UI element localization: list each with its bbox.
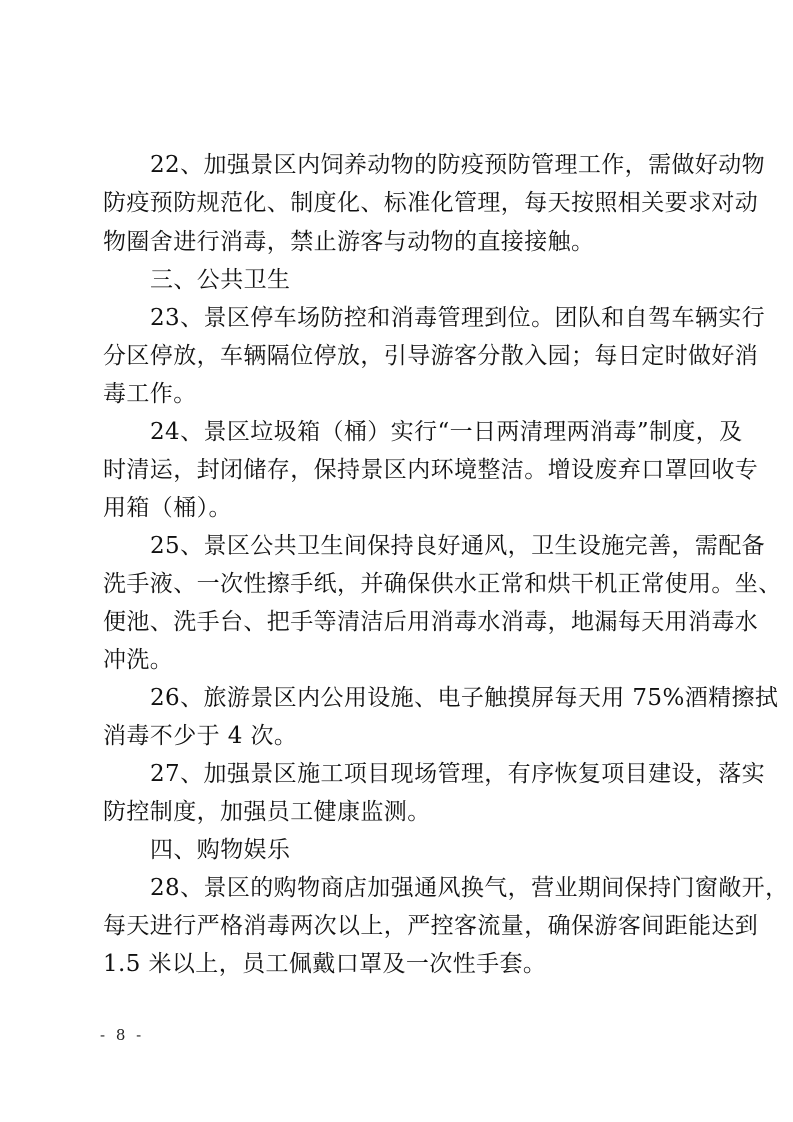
paragraph-25-line-2: 洗手液、一次性擦手纸，并确保供水正常和烘干机正常使用。坐、 [103, 571, 782, 597]
paragraph-28-line-2: 每天进行严格消毒两次以上，严控客流量，确保游客间距能达到 [103, 913, 759, 939]
paragraph-27-line-2: 防控制度，加强员工健康监测。 [103, 799, 431, 825]
page-number: - 8 - [100, 1026, 145, 1044]
paragraph-22-line-3: 物圈舍进行消毒，禁止游客与动物的直接接触。 [103, 229, 595, 255]
paragraph-23-line-2: 分区停放，车辆隔位停放，引导游客分散入园；每日定时做好消 [103, 343, 759, 369]
paragraph-28-line-1: 28、景区的购物商店加强通风换气，营业期间保持门窗敞开， [150, 875, 789, 901]
paragraph-24-line-1: 24、景区垃圾箱（桶）实行“一日两清理两消毒”制度，及 [150, 419, 743, 445]
paragraph-26-line-2: 消毒不少于 4 次。 [103, 723, 298, 749]
paragraph-27-line-1: 27、加强景区施工项目现场管理，有序恢复项目建设，落实 [150, 761, 766, 787]
paragraph-24-line-3: 用箱（桶）。 [103, 495, 232, 521]
paragraph-26-line-1: 26、旅游景区内公用设施、电子触摸屏每天用 75%酒精擦拭 [150, 685, 779, 711]
paragraph-23-line-1: 23、景区停车场防控和消毒管理到位。团队和自驾车辆实行 [150, 305, 766, 331]
paragraph-25-line-3: 便池、洗手台、把手等清洁后用消毒水消毒，地漏每天用消毒水 [103, 609, 759, 635]
paragraph-22-line-2: 防疫预防规范化、制度化、标准化管理，每天按照相关要求对动 [103, 190, 759, 216]
section-heading-shopping-entertainment: 四、购物娱乐 [150, 837, 291, 863]
paragraph-24-line-2: 时清运，封闭储存，保持景区内环境整洁。增设废弃口罩回收专 [103, 457, 759, 483]
paragraph-23-line-3: 毒工作。 [103, 381, 197, 407]
paragraph-28-line-3: 1.5 米以上，员工佩戴口罩及一次性手套。 [103, 951, 547, 977]
paragraph-22-line-1: 22、加强景区内饲养动物的防疫预防管理工作，需做好动物 [150, 152, 766, 178]
paragraph-25-line-4: 冲洗。 [103, 647, 174, 673]
section-heading-public-hygiene: 三、公共卫生 [150, 267, 291, 293]
paragraph-25-line-1: 25、景区公共卫生间保持良好通风，卫生设施完善，需配备 [150, 533, 766, 559]
